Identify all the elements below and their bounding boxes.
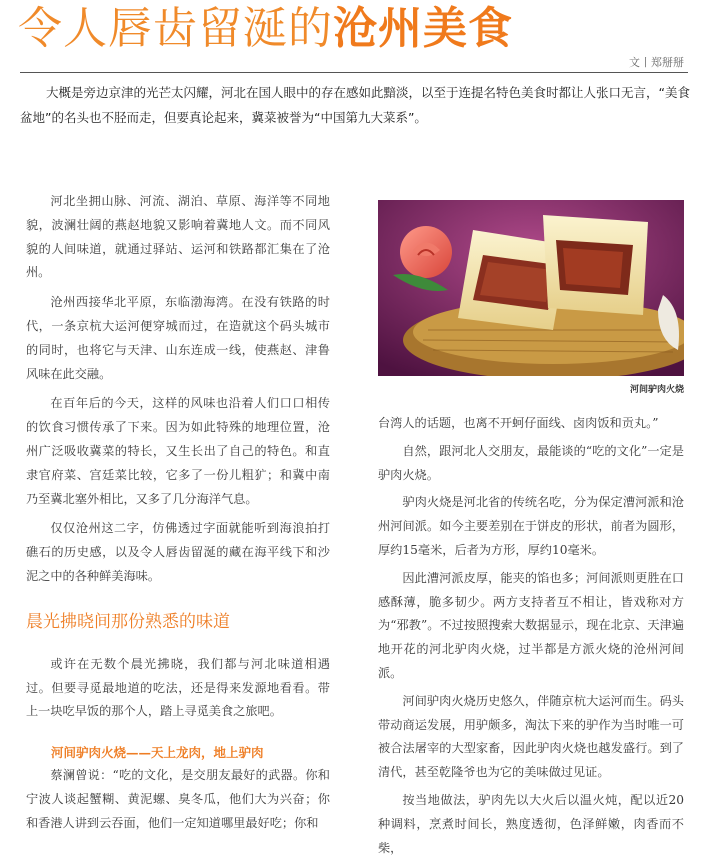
food-illustration	[378, 200, 684, 376]
subsection-paragraph: 蔡澜曾说：“吃的文化，是交朋友最好的武器。你和宁波人谈起蟹糊、黄泥螺、臭冬瓜，他们大为兴奋；你和香港人讲到云吞面，他们一定知道哪里最好吃；你和	[26, 768, 330, 830]
intro-paragraph: 大概是旁边京津的光芒太闪耀，河北在国人眼中的存在感如此黯淡，以至于连提名特色美食时都让人张口无言，“美食盆地”的名头也不胫而走，但要真论起来，冀菜被誉为“中国第九大菜系”。	[20, 85, 690, 125]
article-title	[18, 0, 513, 58]
right-paragraph-5: 河间驴肉火烧历史悠久，伴随京杭大运河而生。码头带动商运发展，用驴颇多，淘汰下来的驴作为当时唯一可被合法屠宰的大型家畜，因此驴肉火烧也越发盛行。到了清代，甚至乾隆爷也为它的美味做过见证。	[378, 693, 684, 780]
subsection-heading: 河间驴肉火烧——天上龙肉，地上驴肉	[51, 745, 264, 761]
left-paragraph-4: 仅仅沧州这二字，仿佛透过字面就能听到海浪拍打礁石的历史感，以及令人唇齿留涎的藏在海平线下和沙泥之中的各种鲜美海味。	[26, 521, 330, 583]
author-byline: 文丨郑掰掰	[629, 56, 684, 69]
right-paragraph-6: 按当地做法，驴肉先以大火后以温火炖，配以近20种调料，烹煮时间长，熟度透彻，色泽鲜嫩，肉香而不柴，	[378, 792, 684, 855]
food-photo	[378, 200, 684, 376]
photo-caption: 河间驴肉火烧	[629, 385, 684, 395]
left-column	[26, 190, 330, 842]
left-paragraph-2: 沧州西接华北平原，东临渤海湾。在没有铁路的时代，一条京杭大运河便穿城而过，在造就这个码头城市的同时，也将它与天津、山东连成一线，使燕赵、津鲁风味在此交融。	[26, 295, 330, 381]
right-column	[378, 412, 684, 864]
section-heading: 晨光拂晓间那份熟悉的味道	[26, 611, 230, 632]
right-paragraph-2: 自然，跟河北人交朋友，最能谈的“吃的文化”一定是驴肉火烧。	[378, 443, 684, 482]
title-plain: 令人唇齿留涎的	[18, 3, 333, 54]
left-paragraph-1: 河北坐拥山脉、河流、湖泊、草原、海洋等不同地貌，波澜壮阔的燕赵地貌又影响着冀地人文。而不同风貌的人间味道，就通过驿站、运河和铁路都汇集在了沧州。	[26, 194, 330, 280]
right-paragraph-4: 因此漕河派皮厚，能夹的馅也多；河间派则更胜在口感酥薄，脆多韧少。两方支持者互不相让，皆戏称对方为“邪教”。不过按照搜索大数据显示，现在北京、天津遍地开花的河北驴肉火烧，过半都是方派火烧的沧州河间派。	[378, 570, 684, 680]
right-paragraph-1: 台湾人的话题，也离不开蚵仔面线、卤肉饭和贡丸。”	[378, 416, 659, 430]
title-highlight: 沧州美食	[333, 3, 513, 54]
header-divider	[20, 72, 688, 73]
left-paragraph-3: 在百年后的今天，这样的风味也沿着人们口口相传的饮食习惯传承了下来。因为如此特殊的地理位置，沧州广泛吸收冀菜的特长，又生长出了自己的特色。和直隶官府菜、宫廷菜比较，它多了一份儿粗犷；和冀中南乃至冀北塞外相比，又多了几分海洋气息。	[26, 396, 330, 506]
section-paragraph: 或许在无数个晨光拂晓，我们都与河北味道相遇过。但要寻觅最地道的吃法，还是得来发源地看看。带上一块吃早饭的那个人，踏上寻觅美食之旅吧。	[26, 656, 330, 719]
right-paragraph-3: 驴肉火烧是河北省的传统名吃，分为保定漕河派和沧州河间派。如今主要差别在于饼皮的形状，前者为圆形，厚约15毫米，后者为方形，厚约10毫米。	[378, 495, 684, 557]
